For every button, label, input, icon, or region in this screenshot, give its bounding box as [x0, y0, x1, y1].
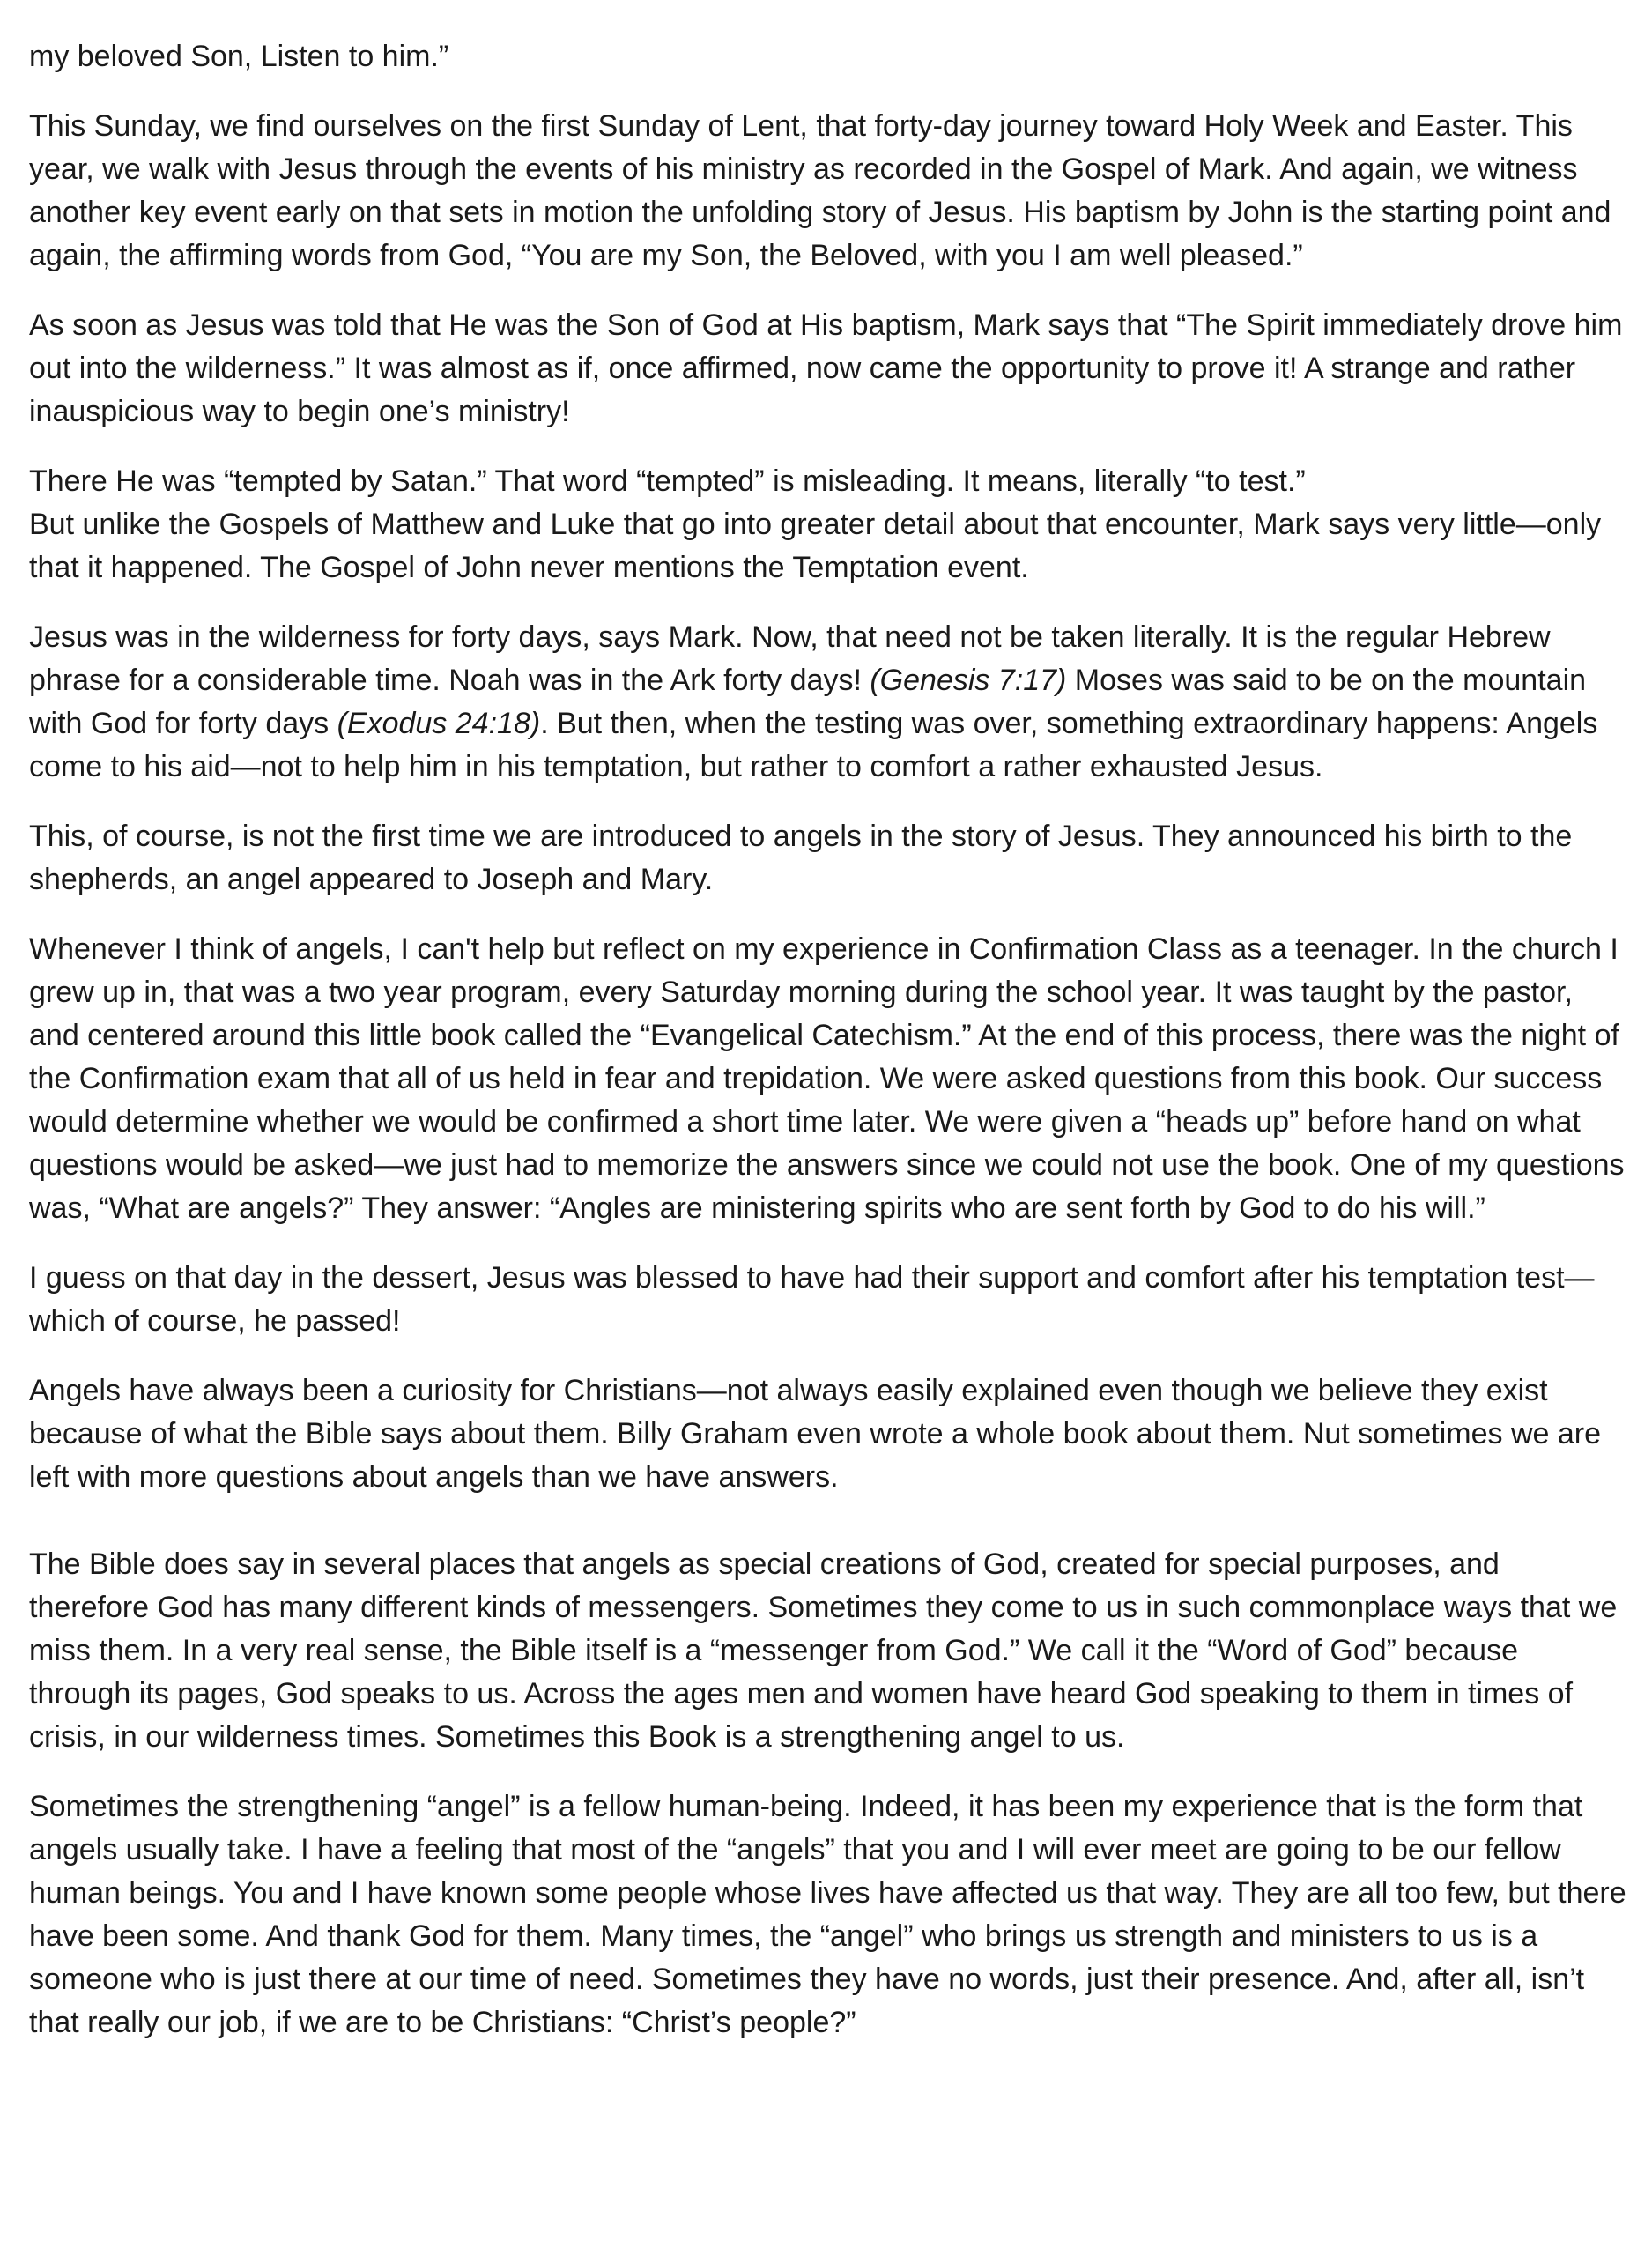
paragraph-confirmation-class: Whenever I think of angels, I can't help but reflect on my experience in Confirmation Class as a teenager. In the church I grew up in, that was a two year program, every Saturday morning during the school year. It was taught by the pastor, and centered around this little book called the “Evangelical Catechism.” At the end of this process, there was the night of the Confirmation exam that all of us held in fear and trepidation. We were asked questions from this book. Our success would determine whether we would be confirmed a short time later. We were given a “heads up” before hand on what questions would be asked—we just had to memorize the answers since we could not use the book. One of my questions was, “What are angels?” They answer: “Angles are ministering spirits who are sent forth by God to do his will.” — [29, 932, 1625, 1225]
paragraph-quote-ending: my beloved Son, Listen to him.” — [29, 40, 449, 73]
paragraph-angels-curiosity: Angels have always been a curiosity for Christians—not always easily explained even though we believe they exist because of what the Bible says about them. Billy Graham even wrote a whole book about them. Nut sometimes we are left with more questions about angels than we have answers. — [29, 1374, 1602, 1494]
forty-days-text-1: Jesus was in the wilderness for forty days, says Mark. Now, that need not be taken literally. It is the regular Hebrew phrase for a considerable time. Noah was in the Ark forty days! — [29, 620, 1551, 697]
paragraph-tempted-by-satan — [29, 460, 1627, 590]
paragraph-fellow-human-beings: Sometimes the strengthening “angel” is a fellow human-being. Indeed, it has been my experience that is the form that angels usually take. I have a feeling that most of the “angels” that you and I will ever meet are going to be our fellow human beings. You and I have known some people whose lives have affected us that way. They are all too few, but there have been some. And thank God for them. Many times, the “angel” who brings us strength and ministers to us is a someone who is just there at our time of need. Sometimes they have no words, just their presence. And, after all, isn’t that really our job, if we are to be Christians: “Christ’s people?” — [29, 1790, 1626, 2039]
scripture-reference-exodus: (Exodus 24:18) — [337, 707, 541, 740]
paragraph-day-in-dessert: I guess on that day in the dessert, Jesus was blessed to have had their support and comfort after his temptation test—which of course, he passed! — [29, 1261, 1595, 1338]
scripture-reference-genesis: (Genesis 7:17) — [870, 664, 1067, 697]
paragraph-angels-in-story: This, of course, is not the first time we are introduced to angels in the story of Jesus. They announced his birth to the shepherds, an angel appeared to Joseph and Mary. — [29, 820, 1573, 896]
paragraph-tempted-line-2: But unlike the Gospels of Matthew and Luke that go into greater detail about that encounter, Mark says very little—only that it happened. The Gospel of John never mentions the Temptation event. — [29, 508, 1602, 584]
forty-days-text-2: Moses was said to be on the mountain with God for forty days — [29, 664, 1587, 740]
paragraph-forty-days — [29, 616, 1627, 789]
forty-days-text-3: . But then, when the testing was over, something extraordinary happens: Angels come to his aid—not to help him in his temptation, but rather to comfort a rather exhausted Jesus. — [29, 707, 1598, 783]
paragraph-tempted-line-1: There He was “tempted by Satan.” That word “tempted” is misleading. It means, literally “to test.” — [29, 464, 1306, 498]
paragraph-driven-into-wilderness: As soon as Jesus was told that He was the Son of God at His baptism, Mark says that “The Spirit immediately drove him out into the wilderness.” It was almost as if, once affirmed, now came the opportunity to prove it! A strange and rather inauspicious way to begin one’s ministry! — [29, 308, 1623, 428]
paragraph-bible-messenger: The Bible does say in several places that angels as special creations of God, created for special purposes, and therefore God has many different kinds of messengers. Sometimes they come to us in such commonplace ways that we miss them. In a very real sense, the Bible itself is a “messenger from God.” We call it the “Word of God” because through its pages, God speaks to us. Across the ages men and women have heard God speaking to them in times of crisis, in our wilderness times. Sometimes this Book is a strengthening angel to us. — [29, 1547, 1618, 1754]
paragraph-first-sunday-of-lent: This Sunday, we find ourselves on the first Sunday of Lent, that forty-day journey toward Holy Week and Easter. This year, we walk with Jesus through the events of his ministry as recorded in the Gospel of Mark. And again, we witness another key event early on that sets in motion the unfolding story of Jesus. His baptism by John is the starting point and again, the affirming words from God, “You are my Son, the Beloved, with you I am well pleased.” — [29, 109, 1611, 272]
